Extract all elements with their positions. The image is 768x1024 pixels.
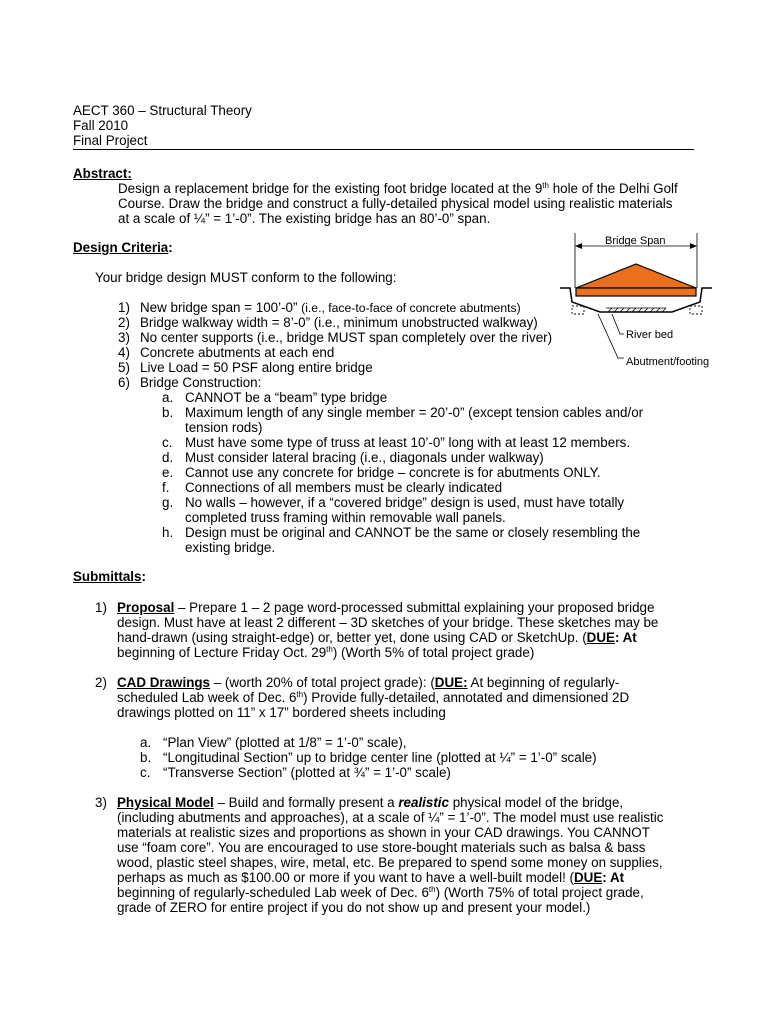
construction-item-h-cont: existing bridge. <box>185 540 276 555</box>
proposal-line-1: 1) Proposal – Prepare 1 – 2 page word-processed submittal explaining your proposed bridge <box>95 600 655 615</box>
span-arrow-left <box>575 243 582 249</box>
construction-item-c: c. Must have some type of truss at least 10’-0” long with at least 12 members. <box>162 435 631 450</box>
criteria-item-2: 2) Bridge walkway width = 8’-0” (i.e., minimum unobstructed walkway) <box>118 315 538 330</box>
design-criteria-heading: Design Criteria: <box>73 240 173 255</box>
proposal-line-3: hand-drawn (using straight-edge) or, better yet, done using CAD or SketchUp. (DUE: At <box>117 630 637 645</box>
criteria-item-5: 5) Live Load = 50 PSF along entire bridge <box>118 360 373 375</box>
construction-item-f: f. Connections of all members must be clearly indicated <box>162 480 503 495</box>
construction-item-g: g. No walls – however, if a “covered bridge” design is used, must have totally <box>162 495 625 510</box>
model-line-4: use “foam core”. You are encouraged to use store-bought materials such as balsa & bass <box>117 840 646 855</box>
abstract-heading: Abstract: <box>73 166 132 181</box>
model-line-6: perhaps as much as $100.00 or more if you want to have a well-built model! (DUE: At <box>117 870 625 885</box>
construction-item-a: a. CANNOT be a “beam” type bridge <box>162 390 388 405</box>
span-label: Bridge Span <box>605 235 666 247</box>
criteria-item-1: 1) New bridge span = 100’-0” (i.e., face-to-face of concrete abutments) <box>118 300 521 315</box>
model-line-2: (including abutments and approaches), at a scale of ¼” = 1’-0”. The model must use realistic <box>117 810 664 825</box>
term: Fall 2010 <box>73 118 129 133</box>
model-line-8: grade of ZERO for entire project if you do not show up and present your model.) <box>117 900 591 915</box>
model-line-5: wood, plastic steel shapes, wire, metal, etc. Be prepared to spend some money on supplies, <box>117 855 663 870</box>
criteria-item-4: 4) Concrete abutments at each end <box>118 345 335 360</box>
bridge-deck <box>576 288 696 296</box>
cad-line-3: drawings plotted on 11” x 17” bordered sheets including <box>117 705 446 720</box>
model-line-7: beginning of regularly-scheduled Lab week of Dec. 6th) (Worth 75% of total project grade, <box>117 885 644 900</box>
header-divider <box>73 149 694 150</box>
abstract-line-1: Design a replacement bridge for the existing foot bridge located at the 9th hole of the Delhi Golf <box>118 181 678 196</box>
cad-line-1: 2) CAD Drawings – (worth 20% of total project grade): (DUE: At beginning of regularly- <box>95 675 620 690</box>
cad-view-b: b. “Longitudinal Section” up to bridge center line (plotted at ¼” = 1’-0” scale) <box>140 750 597 765</box>
cad-view-a: a. “Plan View” (plotted at 1/8” = 1’-0” scale), <box>140 735 407 750</box>
proposal-line-2: design. Must have at least 2 different – 3D sketches of your bridge. These sketches may be <box>117 615 659 630</box>
span-arrow-right <box>690 243 697 249</box>
model-line-1: 3) Physical Model – Build and formally present a realistic physical model of the bridge, <box>95 795 624 810</box>
construction-item-b-cont: tension rods) <box>185 420 263 435</box>
cad-line-2: scheduled Lab week of Dec. 6th) Provide fully-detailed, annotated and dimensioned 2D <box>117 690 630 705</box>
construction-item-d: d. Must consider lateral bracing (i.e., diagonals under walkway) <box>162 450 544 465</box>
abstract-line-2: Course. Draw the bridge and construct a fully-detailed physical model using realistic materials <box>118 196 673 211</box>
construction-item-g-cont: completed truss framing within removable wall panels. <box>185 510 506 525</box>
construction-item-h: h. Design must be original and CANNOT be the same or closely resembling the <box>162 525 641 540</box>
course-title: AECT 360 – Structural Theory <box>73 103 252 118</box>
construction-item-b: b. Maximum length of any single member = 20’-0” (except tension cables and/or <box>162 405 644 420</box>
criteria-item-6: 6) Bridge Construction: <box>118 375 262 390</box>
bridge-truss-shape <box>576 264 696 288</box>
construction-item-e: e. Cannot use any concrete for bridge – concrete is for abutments ONLY. <box>162 465 601 480</box>
design-criteria-intro: Your bridge design MUST conform to the following: <box>95 270 397 285</box>
document-title: Final Project <box>73 133 148 148</box>
submittals-heading: Submittals: <box>73 569 146 584</box>
abutment-leader <box>598 314 624 358</box>
proposal-line-4: beginning of Lecture Friday Oct. 29th) (Worth 5% of total project grade) <box>117 645 535 660</box>
abutment-label: Abutment/footing <box>626 356 710 368</box>
cad-view-c: c. “Transverse Section” (plotted at ¾” = 1’-0” scale) <box>140 765 451 780</box>
criteria-item-3: 3) No center supports (i.e., bridge MUST span completely over the river) <box>118 330 553 345</box>
model-line-3: materials at realistic sizes and proportions as shown in your CAD drawings. You CANNOT <box>117 825 650 840</box>
river-bed-label: River bed <box>626 329 674 341</box>
bridge-diagram <box>560 230 720 370</box>
river-bed-leader <box>612 314 624 334</box>
abstract-line-3: at a scale of ¼” = 1’-0”. The existing bridge has an 80’-0” span. <box>118 211 491 226</box>
abutment-footing-left <box>572 306 584 314</box>
abutment-footing-right <box>690 306 702 314</box>
